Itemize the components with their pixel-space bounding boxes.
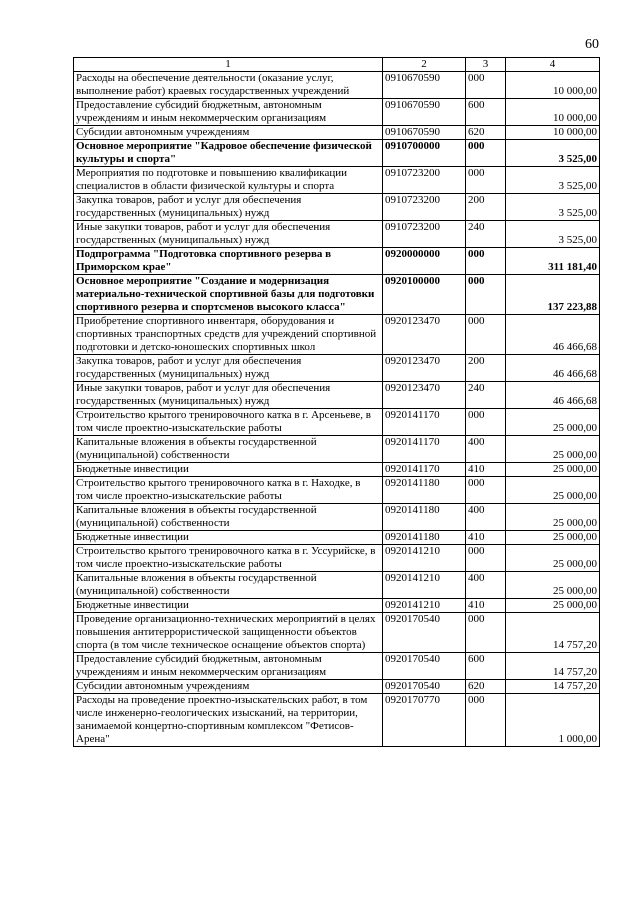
row-name: Приобретение спортивного инвентаря, оборудования и спортивных транспортных средств для учреждений спортивной подготовки и детско-юношеских спортивных школ <box>74 315 383 355</box>
row-amount: 25 000,00 <box>506 572 600 599</box>
row-target-code: 0920141180 <box>383 477 466 504</box>
row-target-code: 0920141180 <box>383 531 466 545</box>
row-expense-type: 200 <box>466 194 506 221</box>
row-expense-type: 000 <box>466 694 506 747</box>
row-name: Подпрограмма "Подготовка спортивного резерва в Приморском крае" <box>74 248 383 275</box>
row-name: Мероприятия по подготовке и повышению квалификации специалистов в области физической культуры и спорта <box>74 167 383 194</box>
row-target-code: 0920141210 <box>383 545 466 572</box>
table-row <box>74 72 600 99</box>
table-row <box>74 599 600 613</box>
column-header-name: 1 <box>74 58 383 72</box>
row-expense-type: 410 <box>466 531 506 545</box>
row-amount: 3 525,00 <box>506 194 600 221</box>
table-row <box>74 275 600 315</box>
row-expense-type: 000 <box>466 275 506 315</box>
row-name: Капитальные вложения в объекты государственной (муниципальной) собственности <box>74 436 383 463</box>
row-name: Основное мероприятие "Кадровое обеспечение физической культуры и спорта" <box>74 140 383 167</box>
row-target-code: 0920170540 <box>383 680 466 694</box>
row-expense-type: 000 <box>466 477 506 504</box>
table-row <box>74 653 600 680</box>
table-row <box>74 126 600 140</box>
table-row <box>74 248 600 275</box>
row-amount: 3 525,00 <box>506 140 600 167</box>
table-row <box>74 409 600 436</box>
row-name: Проведение организационно-технических мероприятий в целях повышения антитеррористической защищенности объектов спорта (в том числе техническое оснащение объектов спорта) <box>74 613 383 653</box>
table-row <box>74 477 600 504</box>
row-amount: 25 000,00 <box>506 477 600 504</box>
row-amount: 25 000,00 <box>506 531 600 545</box>
row-amount: 25 000,00 <box>506 463 600 477</box>
row-expense-type: 000 <box>466 248 506 275</box>
row-expense-type: 240 <box>466 221 506 248</box>
row-expense-type: 400 <box>466 572 506 599</box>
row-name: Основное мероприятие "Создание и модернизация материально-технической спортивной базы для подготовки спортивного резерва и спортсменов высокого класса" <box>74 275 383 315</box>
row-target-code: 0920123470 <box>383 382 466 409</box>
row-amount: 14 757,20 <box>506 653 600 680</box>
row-name: Субсидии автономным учреждениям <box>74 126 383 140</box>
row-name: Расходы на обеспечение деятельности (оказание услуг, выполнение работ) краевых государственных учреждений <box>74 72 383 99</box>
row-name: Расходы на проведение проектно-изыскательских работ, в том числе инженерно-геологических изысканий, на территории, занимаемой концертно-спортивным комплексом "Фетисов-Арена" <box>74 694 383 747</box>
table-row <box>74 694 600 747</box>
row-target-code: 0920170540 <box>383 653 466 680</box>
row-expense-type: 000 <box>466 545 506 572</box>
budget-table <box>73 57 600 747</box>
row-target-code: 0920100000 <box>383 275 466 315</box>
row-target-code: 0920141210 <box>383 599 466 613</box>
row-name: Строительство крытого тренировочного катка в г. Находке, в том числе проектно-изыскательские работы <box>74 477 383 504</box>
table-row <box>74 140 600 167</box>
row-name: Строительство крытого тренировочного катка в г. Арсеньеве, в том числе проектно-изыскательские работы <box>74 409 383 436</box>
table-row <box>74 221 600 248</box>
table-row <box>74 613 600 653</box>
row-amount: 3 525,00 <box>506 221 600 248</box>
row-name: Предоставление субсидий бюджетным, автономным учреждениям и иным некоммерческим организациям <box>74 653 383 680</box>
row-name: Закупка товаров, работ и услуг для обеспечения государственных (муниципальных) нужд <box>74 355 383 382</box>
table-row <box>74 382 600 409</box>
row-expense-type: 200 <box>466 355 506 382</box>
table-row <box>74 167 600 194</box>
row-name: Иные закупки товаров, работ и услуг для обеспечения государственных (муниципальных) нужд <box>74 221 383 248</box>
row-amount: 10 000,00 <box>506 99 600 126</box>
row-target-code: 0920170770 <box>383 694 466 747</box>
row-amount: 137 223,88 <box>506 275 600 315</box>
row-target-code: 0920141210 <box>383 572 466 599</box>
row-amount: 14 757,20 <box>506 680 600 694</box>
row-amount: 10 000,00 <box>506 126 600 140</box>
column-header-vr: 3 <box>466 58 506 72</box>
row-target-code: 0920141170 <box>383 463 466 477</box>
row-expense-type: 410 <box>466 463 506 477</box>
table-row <box>74 355 600 382</box>
row-amount: 3 525,00 <box>506 167 600 194</box>
row-expense-type: 000 <box>466 72 506 99</box>
column-header-sum: 4 <box>506 58 600 72</box>
table-row <box>74 572 600 599</box>
table-row <box>74 463 600 477</box>
row-target-code: 0920141180 <box>383 504 466 531</box>
row-target-code: 0910723200 <box>383 167 466 194</box>
column-header-csr: 2 <box>383 58 466 72</box>
row-target-code: 0920000000 <box>383 248 466 275</box>
row-name: Капитальные вложения в объекты государственной (муниципальной) собственности <box>74 572 383 599</box>
row-name: Бюджетные инвестиции <box>74 463 383 477</box>
table-row <box>74 531 600 545</box>
row-expense-type: 410 <box>466 599 506 613</box>
row-amount: 25 000,00 <box>506 436 600 463</box>
row-expense-type: 600 <box>466 653 506 680</box>
row-expense-type: 620 <box>466 126 506 140</box>
table-row <box>74 680 600 694</box>
row-target-code: 0920170540 <box>383 613 466 653</box>
row-name: Субсидии автономным учреждениям <box>74 680 383 694</box>
table-row <box>74 315 600 355</box>
table-row <box>74 436 600 463</box>
row-expense-type: 000 <box>466 167 506 194</box>
row-name: Бюджетные инвестиции <box>74 599 383 613</box>
row-expense-type: 400 <box>466 436 506 463</box>
row-expense-type: 600 <box>466 99 506 126</box>
table-row <box>74 545 600 572</box>
row-target-code: 0920141170 <box>383 409 466 436</box>
row-name: Иные закупки товаров, работ и услуг для обеспечения государственных (муниципальных) нужд <box>74 382 383 409</box>
row-amount: 10 000,00 <box>506 72 600 99</box>
row-name: Бюджетные инвестиции <box>74 531 383 545</box>
row-expense-type: 000 <box>466 409 506 436</box>
row-target-code: 0920123470 <box>383 355 466 382</box>
row-target-code: 0910723200 <box>383 221 466 248</box>
row-amount: 311 181,40 <box>506 248 600 275</box>
row-amount: 46 466,68 <box>506 315 600 355</box>
table-row <box>74 99 600 126</box>
row-amount: 25 000,00 <box>506 409 600 436</box>
row-target-code: 0920123470 <box>383 315 466 355</box>
row-expense-type: 000 <box>466 140 506 167</box>
row-expense-type: 620 <box>466 680 506 694</box>
table-header-row <box>74 58 600 72</box>
row-name: Закупка товаров, работ и услуг для обеспечения государственных (муниципальных) нужд <box>74 194 383 221</box>
row-amount: 25 000,00 <box>506 599 600 613</box>
row-expense-type: 240 <box>466 382 506 409</box>
row-amount: 46 466,68 <box>506 382 600 409</box>
table-row <box>74 194 600 221</box>
row-amount: 14 757,20 <box>506 613 600 653</box>
row-expense-type: 000 <box>466 613 506 653</box>
row-name: Капитальные вложения в объекты государственной (муниципальной) собственности <box>74 504 383 531</box>
table-row <box>74 504 600 531</box>
row-expense-type: 400 <box>466 504 506 531</box>
row-target-code: 0910670590 <box>383 126 466 140</box>
row-amount: 25 000,00 <box>506 545 600 572</box>
row-target-code: 0910700000 <box>383 140 466 167</box>
row-target-code: 0910670590 <box>383 72 466 99</box>
row-amount: 25 000,00 <box>506 504 600 531</box>
page-number: 60 <box>585 37 599 52</box>
row-target-code: 0910723200 <box>383 194 466 221</box>
row-amount: 1 000,00 <box>506 694 600 747</box>
row-amount: 46 466,68 <box>506 355 600 382</box>
row-expense-type: 000 <box>466 315 506 355</box>
row-name: Предоставление субсидий бюджетным, автономным учреждениям и иным некоммерческим организациям <box>74 99 383 126</box>
row-target-code: 0910670590 <box>383 99 466 126</box>
row-target-code: 0920141170 <box>383 436 466 463</box>
row-name: Строительство крытого тренировочного катка в г. Уссурийске, в том числе проектно-изыскательские работы <box>74 545 383 572</box>
